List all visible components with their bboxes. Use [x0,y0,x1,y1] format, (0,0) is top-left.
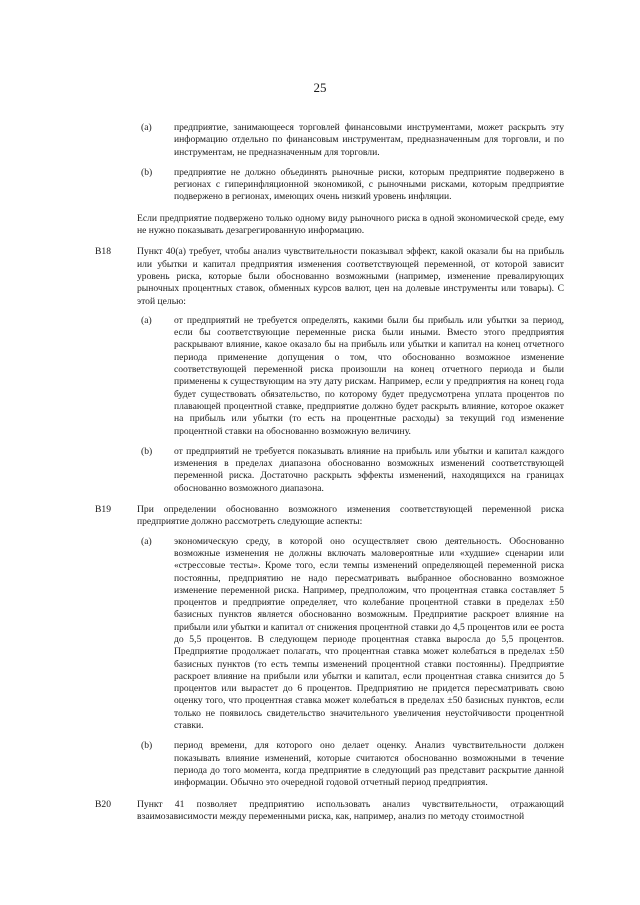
list-item [141,166,564,204]
section-number: B20 [95,798,111,810]
section-b19 [95,504,564,529]
list-item [141,535,564,733]
list-item [141,314,564,438]
item-text: от предприятий не требуется определять, какими были бы прибыль или убытки за период, если бы соответствующие переменные риска были иными. Вместо этого предприятия раскрывают влияние, какое оказало бы на прибыль или убытки и капитал на конец отчетного периода применение допущения о том, что обоснованно возможное изменение соответствующей переменной риска произошли на конец отчетного периода и были применены к существующим на эту дату рискам. Например, если у предприятия на конец года будет существовать обязательство, по которому будет предусмотрена уплата процентов по плавающей процентной ставке, предприятие должно будет раскрыть влияние, которое окажет на прибыль или убытки (то есть на процентные расходы) за текущий год изменение процентной ставки на обоснованно возможную величину. [174,314,564,437]
page-number: 25 [313,80,327,95]
list-item [141,740,564,789]
list-item [141,445,564,495]
item-label: (a) [141,314,152,326]
section-b20 [95,798,564,824]
section-number: B18 [95,246,111,258]
section-b18 [95,246,564,307]
item-text: предприятие не должно объединять рыночные риски, которым предприятие подвержено в регионах с гиперинфляционной экономикой, с рыночными рисками, которым предприятие подвержено в регионах, имеющих очень низкий уровень инфляции. [174,166,564,203]
paragraph: При определении обоснованно возможного изменения соответствующей переменной риска предприятие должно рассмотреть следующие аспекты: [137,504,564,528]
paragraph: Пункт 41 позволяет предприятию использовать анализ чувствительности, отражающий взаимозависимости между переменными риска, как, например, анализ по методу стоимостной [137,798,564,822]
item-label: (b) [141,166,153,178]
item-text: период времени, для которого оно делает оценку. Анализ чувствительности должен показывать влияние изменений, которые считаются обоснованно возможными в течение периода до того момента, когда предприятие в следующий раз представит раскрытие данной информации. Обычно это очередной годовой отчетный период предприятия. [174,740,564,789]
section-number: B19 [95,504,111,516]
item-label: (a) [141,535,152,547]
list-item [141,122,564,159]
item-label: (b) [141,445,153,457]
item-label: (b) [141,740,153,752]
paragraph: Пункт 40(а) требует, чтобы анализ чувствительности показывал эффект, какой оказали бы на прибыль или убытки и капитал предприятия изменения соответствующей переменной, от которой зависит уровень риска, которые были обоснованно возможными (например, изменение превалирующих рыночных процентных ставок, обменных курсов валют, цен на долевые инструменты или товары). С этой целью: [137,246,564,307]
item-text: от предприятий не требуется показывать влияние на прибыль или убытки и капитал каждого изменения в пределах диапазона обоснованно возможных изменений соответствующей переменной риска. Достаточно раскрыть эффекты изменений, находящихся на границах обоснованно возможного диапазона. [174,445,564,494]
paragraph: Если предприятие подвержено только одному виду рыночного риска в одной экономической среде, ему не нужно показывать дезагрегированную информацию. [137,212,564,237]
page-content [0,122,640,823]
item-text: экономическую среду, в которой оно осуществляет свою деятельность. Обоснованно возможные изменения не должны включать маловероятные или «худшие» сценарии или «стрессовые тесты». Кроме того, если темпы изменений определяющей переменной риска постоянны, предприятию не надо пересматривать выбранное обоснованно возможное изменение переменной риска. Например, предположим, что процентная ставка составляет 5 процентов и предприятие определяет, что колебание процентной ставки в пределах ±50 базисных пунктов является обоснованно возможным. Предприятие раскроет влияние на прибыли или убытки и капитал от снижения процентной ставки до 4,5 процентов или ее роста до 5,5 процентов. В следующем периоде процентная ставка выросла до 5,5 процентов. Предприятие продолжает полагать, что процентная ставка может колебаться в пределах ±50 базисных пунктов (то есть темпы изменений процентной ставки постоянны). Предприятие раскроет влияние на прибыли или убытки и капитал, если процентная ставка снизится до 5 процентов или вырастет до 6 процентов. Предприятию не придется пересматривать свою оценку того, что процентная ставка может колебаться в пределах ±50 базисных пунктов, если только не появилось свидетельство значительного увеличения неустойчивости процентной ставки. [174,535,564,732]
item-label: (a) [141,122,152,133]
item-text: предприятие, занимающееся торговлей финансовыми инструментами, может раскрыть эту информацию отдельно по финансовым инструментам, предназначенным для торговли, и по инструментам, не предназначенным для торговли. [174,122,564,158]
